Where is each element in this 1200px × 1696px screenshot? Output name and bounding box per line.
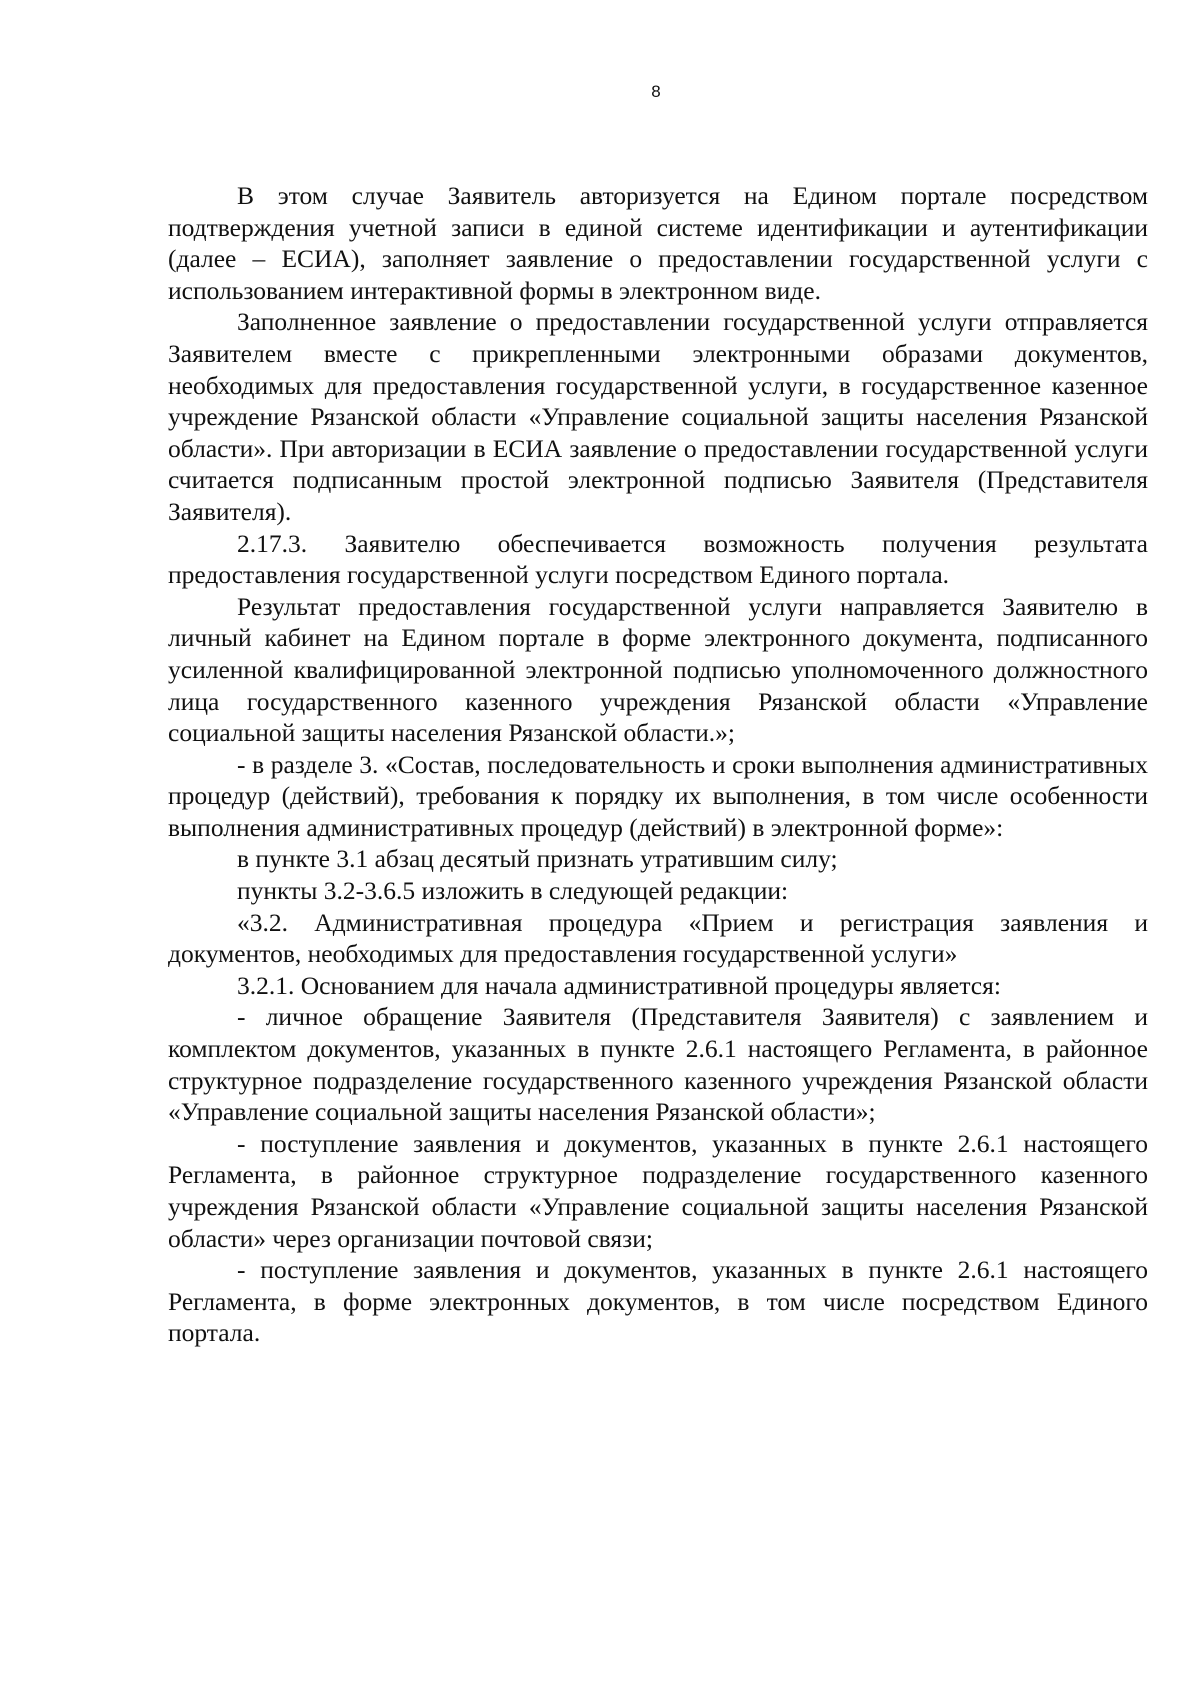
paragraph-3-2-1: 3.2.1. Основанием для начала административной процедуры является: xyxy=(237,970,1001,1000)
document-body xyxy=(168,180,1148,1349)
list-item-electronic-documents: - поступление заявления и документов, указанных в пункте 2.6.1 настоящего Регламента, в форме электронных документов, в том числе посредством Единого портала. xyxy=(168,1255,1148,1348)
page-number: 8 xyxy=(651,82,661,101)
paragraph-items-3-2-3-6-5: пункты 3.2-3.6.5 изложить в следующей редакции: xyxy=(237,876,789,906)
paragraph-service-result: Результат предоставления государственной услуги направляется Заявителю в личный кабинет на Едином портале в форме электронного документа, подписанного усиленной квалифицированной электронной подписью уполномоченного должностного лица государственного казенного учреждения Рязанской области «Управление социальной защиты населения Рязанской области.»; xyxy=(168,591,1148,748)
paragraph-section-3: - в разделе 3. «Состав, последовательность и сроки выполнения административных процедур (действий), требования к порядку их выполнения, в том числе особенности выполнения административных процедур (действий) в электронной форме»: xyxy=(168,749,1148,842)
paragraph-application-sending: Заполненное заявление о предоставлении государственной услуги отправляется Заявителем вместе с прикрепленными электронными образами документов, необходимых для предоставления государственной услуги, в государственное казенное учреждение Рязанской области «Управление социальной защиты населения Рязанской области». При авторизации в ЕСИА заявление о предоставлении государственной услуги считается подписанным простой электронной подписью Заявителя (Представителя Заявителя). xyxy=(168,307,1148,526)
paragraph-esia-authorization: В этом случае Заявитель авторизуется на Едином портале посредством подтверждения учетной записи в единой системе идентификации и аутентификации (далее – ЕСИА), заполняет заявление о предоставлении государственной услуги с использованием интерактивной формы в электронном виде. xyxy=(168,181,1148,305)
paragraph-2-17-3: 2.17.3. Заявителю обеспечивается возможность получения результата предоставления государственной услуги посредством Единого портала. xyxy=(168,528,1148,590)
list-item-personal-appeal: - личное обращение Заявителя (Представителя Заявителя) с заявлением и комплектом документов, указанных в пункте 2.6.1 настоящего Регламента, в районное структурное подразделение государственного казенного учреждения Рязанской области «Управление социальной защиты населения Рязанской области»; xyxy=(168,1002,1148,1127)
paragraph-3-2-heading: «3.2. Административная процедура «Прием и регистрация заявления и документов, необходимых для предоставления государственной услуги» xyxy=(168,907,1148,969)
list-item-postal-delivery: - поступление заявления и документов, указанных в пункте 2.6.1 настоящего Регламента, в районное структурное подразделение государственного казенного учреждения Рязанской области «Управление социальной защиты населения Рязанской области» через организации почтовой связи; xyxy=(168,1128,1148,1253)
paragraph-item-3-1: в пункте 3.1 абзац десятый признать утратившим силу; xyxy=(237,844,838,874)
